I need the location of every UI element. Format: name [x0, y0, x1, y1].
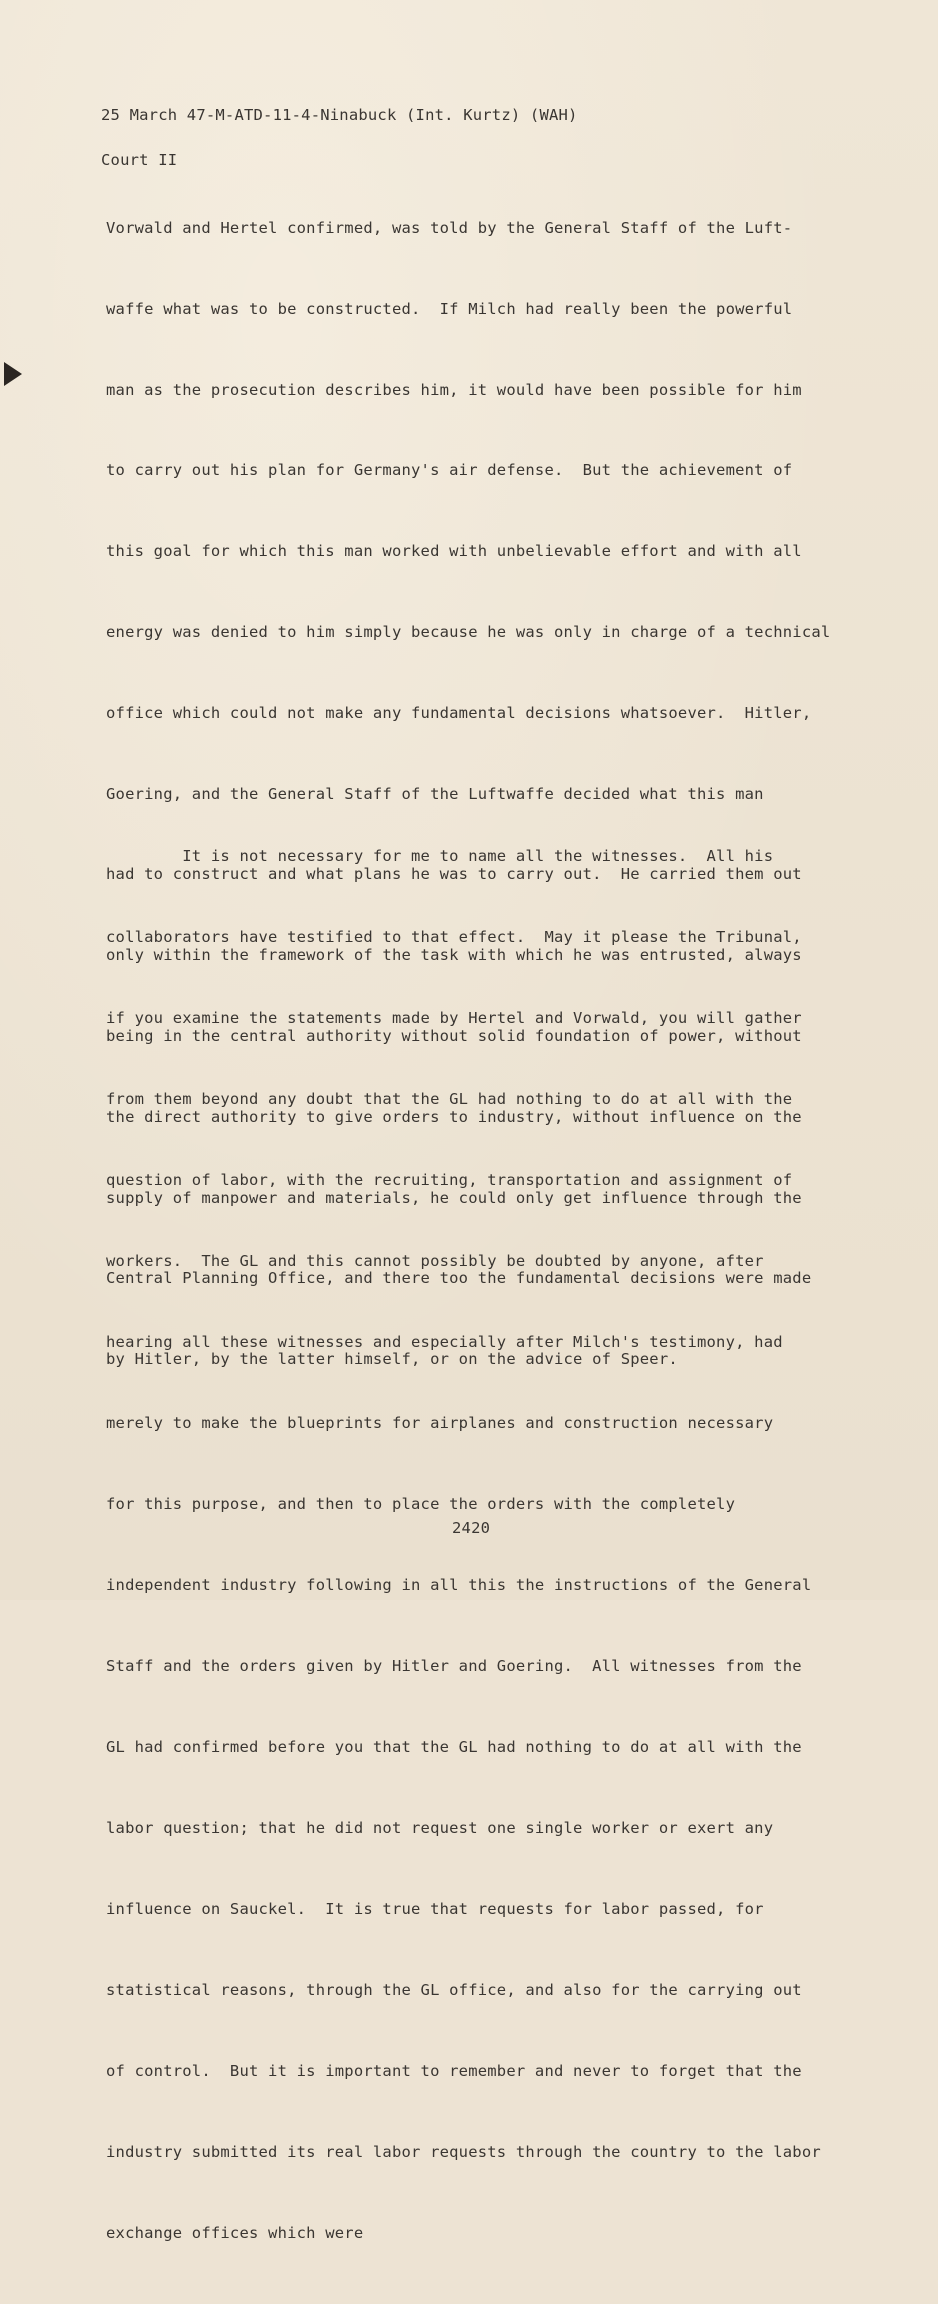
- text-line: this goal for which this man worked with unbelievable effort and with all: [106, 542, 802, 561]
- text-line: Central Planning Office, and there too the fundamental decisions were made: [106, 1269, 812, 1288]
- text-line: of control. But it is important to remember and never to forget that the: [106, 2062, 802, 2080]
- text-line: office which could not make any fundamental decisions whatsoever. Hitler,: [106, 703, 812, 722]
- text-line: collaborators have testified to that effect. May it please the Tribunal,: [106, 928, 802, 946]
- text-line: waffe what was to be constructed. If Milch had really been the powerful: [106, 299, 793, 318]
- text-line: energy was denied to him simply because he was only in charge of a technical: [106, 622, 831, 641]
- text-line: It is not necessary for me to name all the witnesses. All his: [106, 847, 774, 865]
- court-label: Court II: [101, 151, 178, 169]
- paragraph-2: [106, 806, 821, 2304]
- text-line: hearing all these witnesses and especially after Milch's testimony, had: [106, 1333, 783, 1351]
- text-line: industry submitted its real labor requests through the country to the labor: [106, 2143, 821, 2161]
- text-line: labor question; that he did not request one single worker or exert any: [106, 1819, 774, 1837]
- text-line: man as the prosecution describes him, it would have been possible for him: [106, 380, 802, 399]
- margin-punch-mark: [4, 362, 22, 386]
- text-line: for this purpose, and then to place the orders with the completely: [106, 1495, 736, 1513]
- text-line: by Hitler, by the latter himself, or on the advice of Speer.: [106, 1350, 678, 1369]
- page-number: 2420: [452, 1519, 491, 1537]
- text-line: influence on Sauckel. It is true that requests for labor passed, for: [106, 1900, 764, 1918]
- text-line: statistical reasons, through the GL office, and also for the carrying out: [106, 1981, 802, 1999]
- text-line: Staff and the orders given by Hitler and Goering. All witnesses from the: [106, 1657, 802, 1675]
- text-line: the direct authority to give orders to industry, without influence on the: [106, 1107, 802, 1126]
- text-line: only within the framework of the task with which he was entrusted, always: [106, 946, 802, 965]
- text-line: had to construct and what plans he was to carry out. He carried them out: [106, 865, 802, 884]
- text-line: independent industry following in all this the instructions of the General: [106, 1576, 812, 1594]
- text-line: workers. The GL and this cannot possibly be doubted by anyone, after: [106, 1252, 764, 1270]
- text-line: being in the central authority without solid foundation of power, without: [106, 1026, 802, 1045]
- text-line: supply of manpower and materials, he could only get influence through the: [106, 1188, 802, 1207]
- text-line: merely to make the blueprints for airplanes and construction necessary: [106, 1414, 774, 1432]
- text-line: GL had confirmed before you that the GL had nothing to do at all with the: [106, 1738, 802, 1756]
- text-line: if you examine the statements made by Hertel and Vorwald, you will gather: [106, 1009, 802, 1027]
- text-line: from them beyond any doubt that the GL had nothing to do at all with the: [106, 1090, 793, 1108]
- text-line: Goering, and the General Staff of the Luftwaffe decided what this man: [106, 784, 764, 803]
- text-line: exchange offices which were: [106, 2224, 364, 2242]
- text-line: to carry out his plan for Germany's air defense. But the achievement of: [106, 461, 793, 480]
- document-header: 25 March 47-M-ATD-11-4-Ninabuck (Int. Kurtz) (WAH): [101, 106, 578, 124]
- text-line: question of labor, with the recruiting, transportation and assignment of: [106, 1171, 793, 1189]
- text-line: Vorwald and Hertel confirmed, was told by the General Staff of the Luft-: [106, 219, 793, 237]
